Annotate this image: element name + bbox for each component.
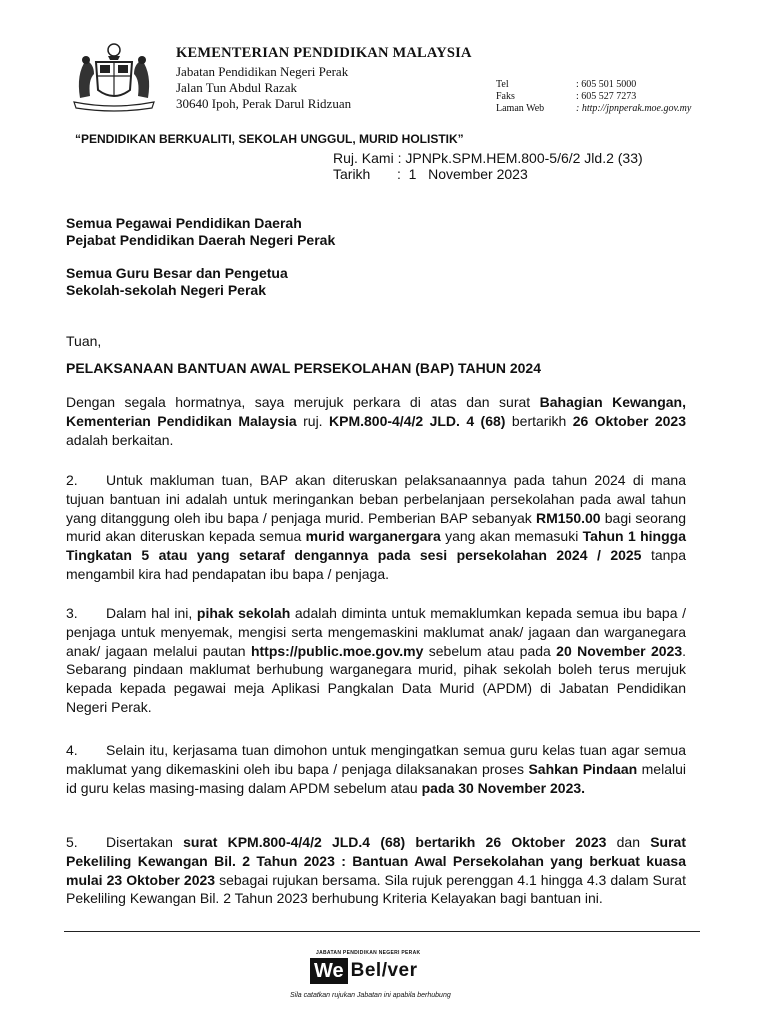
subject: PELAKSANAAN BANTUAN AWAL PERSEKOLAHAN (BAP) TAHUN 2024 — [66, 360, 541, 376]
fax-label: Faks — [496, 91, 515, 102]
reference-line — [333, 150, 643, 166]
paragraph-4 — [66, 741, 686, 797]
salutation: Tuan, — [66, 333, 102, 349]
p2-bold-1: RM150.00 — [535, 509, 601, 526]
p2-bold-2: murid warganergara — [305, 528, 441, 545]
footer-divider — [64, 931, 700, 932]
we-believe-logo — [310, 950, 450, 984]
p3-text-1: Dalam hal ini, — [106, 605, 197, 621]
p2-text-1: Untuk makluman tuan, BAP akan diteruskan pelaksanaannya pada tahun 2024 di mana tujuan bantuan ini adalah untuk meringankan beban perbelanjaan persekolahan pada awal tahun yang ditanggung oleh ibu bapa / penjaga murid. Pemberian BAP sebanyak — [66, 472, 686, 526]
ref-value: : JPNPk.SPM.HEM.800-5/6/2 Jld.2 (33) — [397, 150, 643, 166]
p1-bold-2: KPM.800-4/4/2 JLD. 4 (68) — [329, 412, 506, 429]
address-street: Jalan Tun Abdul Razak — [176, 80, 297, 95]
tel-label: Tel — [496, 79, 509, 90]
address-city: 30640 Ipoh, Perak Darul Ridzuan — [176, 96, 352, 111]
recipient-line-2: Pejabat Pendidikan Daerah Negeri Perak — [66, 232, 336, 248]
p3-bold-2: https://public.moe.gov.my — [250, 642, 424, 659]
motto: “PENDIDIKAN BERKUALITI, SEKOLAH UNGGUL, MURID HOLISTIK” — [75, 132, 464, 146]
p3-bold-1: pihak sekolah — [196, 605, 291, 621]
p4-number: 4. — [66, 742, 78, 758]
p2-text-2: bagi seorang murid akan diteruskan kepada semua — [66, 509, 686, 545]
logo-caption: JABATAN PENDIDIKAN NEGERI PERAK — [316, 950, 421, 956]
paragraph-1 — [66, 393, 686, 449]
fax-value: : 605 527 7273 — [576, 91, 637, 102]
web-label: Laman Web — [496, 103, 545, 114]
logo-wordmark — [310, 958, 450, 984]
p3-text-3: sebelum atau pada — [423, 642, 557, 659]
paragraph-2 — [66, 471, 686, 584]
recipient-line-1: Semua Pegawai Pendidikan Daerah — [66, 215, 302, 231]
p5-bold-1: surat KPM.800-4/4/2 JLD.4 (68) bertarikh 26 Oktober 2023 — [183, 834, 607, 850]
date-label: Tarikh — [333, 166, 371, 182]
p1-bold-3: 26 Oktober 2023 — [572, 412, 686, 429]
contact-tel — [496, 79, 636, 90]
p5-text-1: Disertakan — [106, 834, 184, 850]
coat-of-arms-icon — [66, 40, 162, 112]
p2-text-3: yang akan memasuki — [440, 528, 583, 545]
p5-number: 5. — [66, 834, 78, 850]
ministry-name: KEMENTERIAN PENDIDIKAN MALAYSIA — [176, 45, 472, 61]
tel-value: : 605 501 5000 — [576, 79, 637, 90]
p1-text-3: bertarikh — [505, 412, 573, 429]
web-value: : http://jpnperak.moe.gov.my — [576, 103, 692, 114]
paragraph-3 — [66, 604, 686, 717]
contact-web — [496, 103, 691, 114]
p5-bold-2: Surat Pekeliling Kewangan Bil. 2 Tahun 2023 : Bantuan Awal Persekolahan yang berkuat kuasa mulai 23 Oktober 2023 — [66, 834, 687, 888]
p5-text-2: dan — [606, 834, 651, 850]
p2-bold-3: Tahun 1 hingga Tingkatan 5 atau yang setaraf dengannya pada sesi persekolahan 2024 / 2025 — [66, 528, 686, 564]
logo-we: We — [310, 958, 348, 984]
footer-note: Sila catatkan rujukan Jabatan ini apabila berhubung — [290, 992, 451, 999]
p1-bold-1: Bahagian Kewangan, Kementerian Pendidikan Malaysia — [66, 394, 687, 429]
p2-text-4: tanpa mengambil kira had pendapatan ibu bapa / penjaga. — [66, 547, 686, 582]
recipient-line-3: Semua Guru Besar dan Pengetua — [66, 265, 288, 281]
p1-text-4: adalah berkaitan. — [66, 431, 174, 448]
logo-believe: Bel/ver — [350, 960, 418, 981]
p1-text-2: ruj. — [296, 412, 329, 429]
date-value: : 1 November 2023 — [397, 166, 528, 182]
p5-text-3: sebagai rujukan bersama. Sila rujuk perenggan 4.1 hingga 4.3 dalam Surat Pekeliling Kewangan Bil. 2 Tahun 2023 berhubung Kriteria Kelayakan bagi bantuan ini. — [66, 871, 686, 907]
paragraph-5 — [66, 833, 686, 908]
recipient-line-4: Sekolah-sekolah Negeri Perak — [66, 282, 266, 298]
p4-bold-2: pada 30 November 2023. — [421, 779, 586, 796]
p3-text-2: adalah diminta untuk memaklumkan kepada semua ibu bapa / penjaga untuk menyemak, mengisi serta mengemaskini maklumat anak/ jagaan dan warganegara anak/ jagaan melalui pautan — [66, 605, 687, 659]
p3-text-4: . Sebarang pindaan maklumat berhubung warganegara murid, pihak sekolah boleh terus merujuk kepada kepada pegawai meja Aplikasi Pangkalan Data Murid (APDM) di Jabatan Pendidikan Negeri Perak. — [66, 642, 686, 715]
contact-fax — [496, 91, 636, 102]
ref-label: Ruj. Kami — [333, 150, 394, 166]
p4-text-2: melalui id guru kelas masing-masing dalam APDM sebelum atau — [66, 760, 686, 796]
p2-number: 2. — [66, 472, 78, 488]
p3-bold-3: 20 November 2023 — [556, 642, 683, 659]
p1-text-1: Dengan segala hormatnya, saya merujuk perkara di atas dan surat — [66, 394, 540, 410]
date-line — [333, 166, 528, 182]
p4-bold-1: Sahkan Pindaan — [528, 760, 638, 777]
department-name: Jabatan Pendidikan Negeri Perak — [176, 64, 349, 79]
p3-number: 3. — [66, 605, 78, 621]
p4-text-1: Selain itu, kerjasama tuan dimohon untuk mengingatkan semua guru kelas tuan agar semua maklumat yang dikemaskini oleh ibu bapa / penjaga dilaksanakan proses — [66, 742, 686, 777]
